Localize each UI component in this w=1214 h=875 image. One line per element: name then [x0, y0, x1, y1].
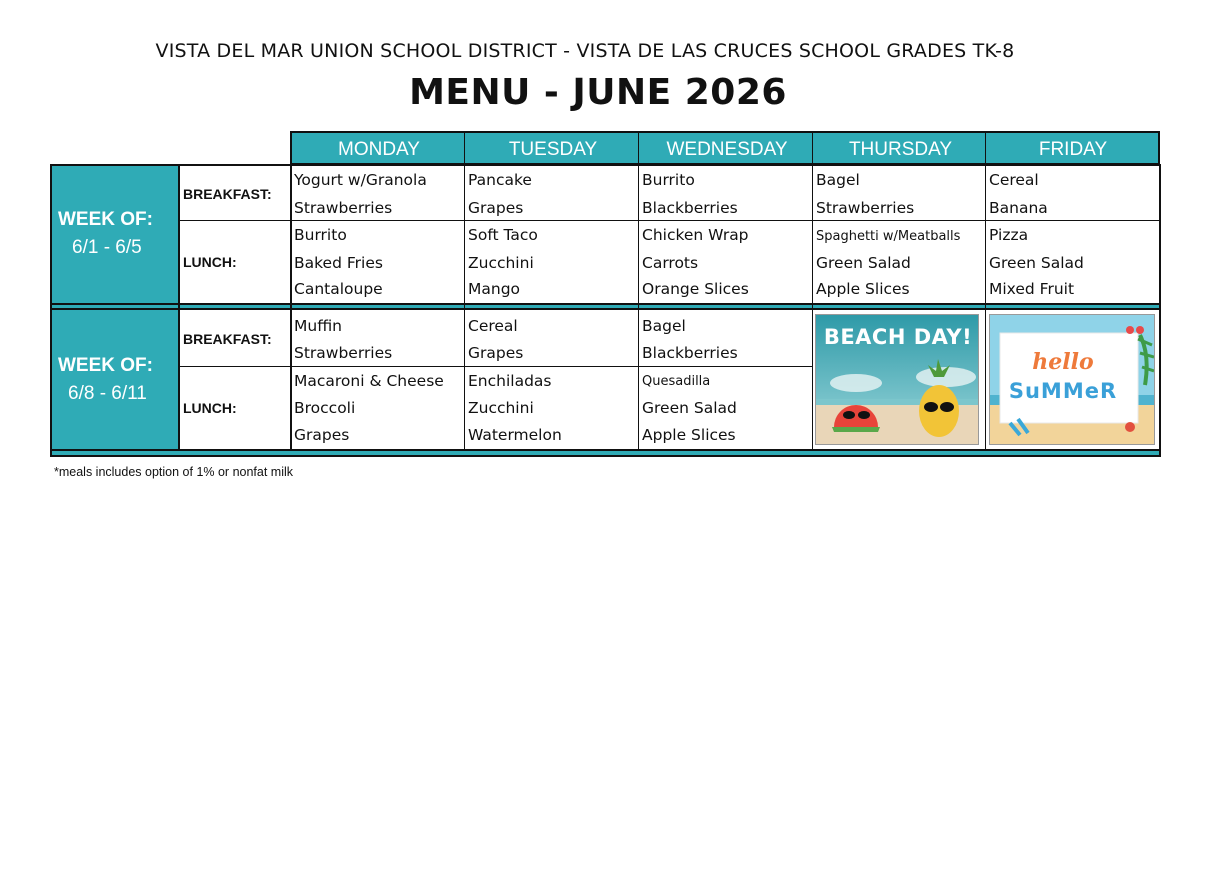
- week-2-label: WEEK OF:: [58, 355, 153, 376]
- menu-item: Muffin: [294, 317, 343, 335]
- menu-item: Quesadilla: [642, 374, 711, 389]
- menu-item: Burrito: [294, 226, 347, 244]
- divider: [812, 166, 813, 449]
- menu-item: Zucchini: [468, 399, 534, 417]
- menu-item: Cereal: [989, 171, 1039, 189]
- week-2-breakfast-label: BREAKFAST:: [183, 331, 272, 347]
- week-1-label: WEEK OF:: [58, 209, 153, 230]
- divider: [638, 133, 639, 165]
- day-header-monday: MONDAY: [338, 139, 420, 160]
- day-header-tuesday: TUESDAY: [508, 139, 598, 160]
- menu-item: Pizza: [989, 226, 1029, 244]
- menu-item: Strawberries: [816, 199, 915, 217]
- divider: [464, 133, 465, 165]
- menu-item: Apple Slices: [642, 426, 736, 444]
- divider: [178, 366, 812, 367]
- menu-item: Burrito: [642, 171, 695, 189]
- menu-item: Mango: [468, 280, 521, 298]
- day-header-row: [290, 131, 1160, 165]
- menu-item: Banana: [989, 199, 1048, 217]
- hello-summer-image: [989, 314, 1155, 445]
- menu-item: Grapes: [468, 199, 524, 217]
- menu-item: Zucchini: [468, 254, 534, 272]
- menu-item: Enchiladas: [468, 372, 552, 390]
- menu-item: Chicken Wrap: [642, 226, 749, 244]
- beach-day-text: BEACH DAY!: [823, 325, 973, 349]
- divider: [638, 166, 639, 449]
- week-1-breakfast-label: BREAKFAST:: [183, 186, 272, 202]
- week-2-block: [52, 310, 178, 449]
- menu-item: Green Salad: [816, 254, 911, 272]
- menu-item: Grapes: [468, 344, 524, 362]
- divider: [985, 166, 986, 449]
- menu-item: Strawberries: [294, 199, 393, 217]
- week-1-block: [52, 166, 178, 303]
- menu-item: Carrots: [642, 254, 699, 272]
- menu-item: Apple Slices: [816, 280, 910, 298]
- menu-item: Orange Slices: [642, 280, 749, 298]
- divider: [985, 133, 986, 165]
- week-1-range: 6/1 - 6/5: [72, 237, 142, 258]
- menu-item: Spaghetti w/Meatballs: [816, 229, 961, 244]
- menu-item: Bagel: [816, 171, 860, 189]
- divider: [812, 133, 813, 165]
- menu-item: Strawberries: [294, 344, 393, 362]
- summer-word-text: SuMMeR: [1008, 379, 1118, 403]
- menu-item: Watermelon: [468, 426, 562, 444]
- week-2-lunch-label: LUNCH:: [183, 400, 237, 416]
- day-header-thursday: THURSDAY: [848, 139, 953, 160]
- footnote: *meals includes option of 1% or nonfat milk: [54, 465, 294, 479]
- menu-item: Soft Taco: [468, 226, 538, 244]
- menu-title: MENU - JUNE 2026: [409, 72, 787, 113]
- menu-item: Bagel: [642, 317, 686, 335]
- divider: [178, 220, 1159, 221]
- menu-item: Mixed Fruit: [989, 280, 1075, 298]
- menu-item: Grapes: [294, 426, 350, 444]
- divider: [290, 166, 292, 449]
- menu-item: Cantaloupe: [294, 280, 383, 298]
- menu-item: Green Salad: [642, 399, 737, 417]
- menu-item: Baked Fries: [294, 254, 383, 272]
- menu-item: Green Salad: [989, 254, 1084, 272]
- menu-item: Macaroni & Cheese: [294, 372, 444, 390]
- week-separator: [52, 303, 1159, 310]
- summer-hello-text: hello: [1032, 349, 1094, 375]
- bottom-band: [52, 449, 1159, 455]
- menu-item: Broccoli: [294, 399, 356, 417]
- menu-item: Cereal: [468, 317, 518, 335]
- week-1-lunch-label: LUNCH:: [183, 254, 237, 270]
- menu-item: Blackberries: [642, 344, 738, 362]
- day-header-friday: FRIDAY: [1038, 139, 1108, 160]
- divider: [464, 166, 465, 449]
- beach-day-image: [815, 314, 979, 445]
- day-header-wednesday: WEDNESDAY: [666, 139, 788, 160]
- menu-item: Blackberries: [642, 199, 738, 217]
- district-heading: VISTA DEL MAR UNION SCHOOL DISTRICT - VISTA DE LAS CRUCES SCHOOL GRADES TK-8: [155, 40, 1015, 62]
- menu-item: Pancake: [468, 171, 532, 189]
- divider: [178, 166, 180, 449]
- menu-item: Yogurt w/Granola: [294, 171, 427, 189]
- week-2-range: 6/8 - 6/11: [68, 383, 147, 404]
